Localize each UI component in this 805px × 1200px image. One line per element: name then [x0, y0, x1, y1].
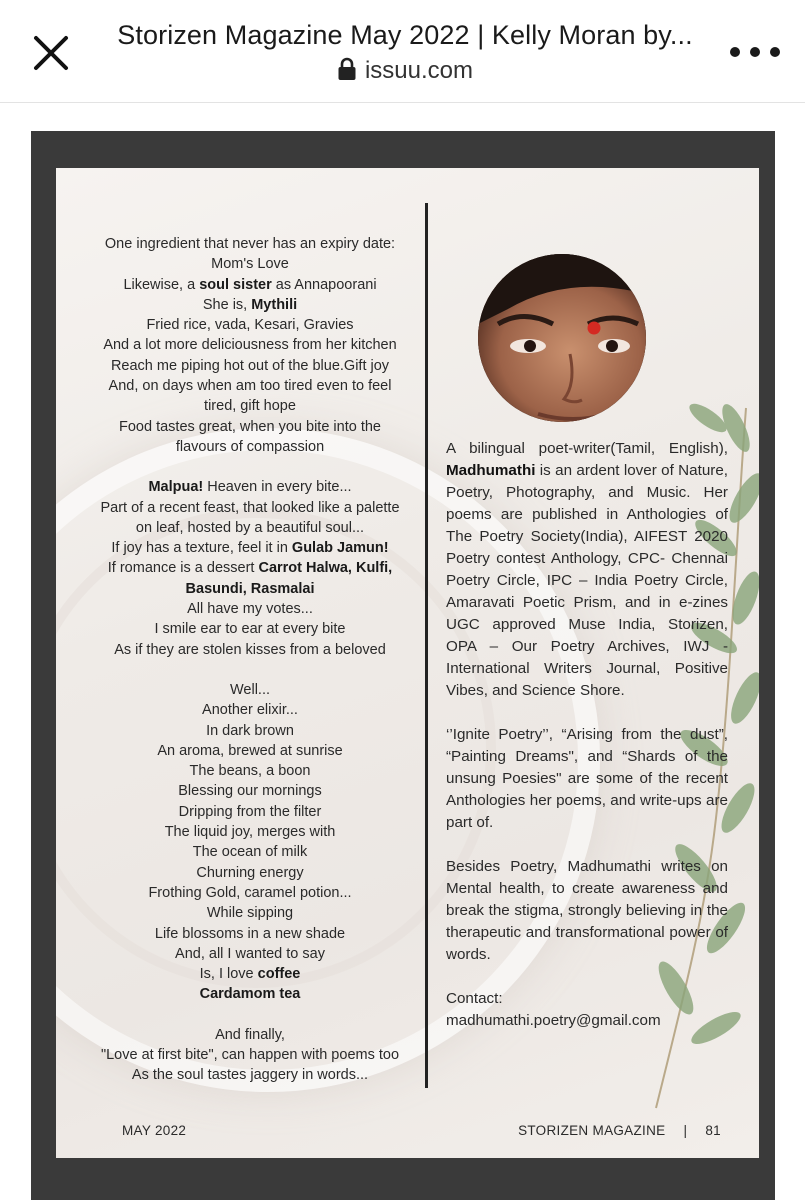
poem-line: If romance is a dessert Carrot Halwa, Kulfi,	[107, 560, 393, 577]
more-horizontal-icon-dot	[730, 47, 740, 57]
contact-label: Contact:	[446, 990, 503, 1007]
url-text: issuu.com	[364, 57, 474, 84]
author-photo	[478, 254, 646, 422]
poem-line: Blessing our mornings	[178, 783, 322, 800]
poem-text	[76, 234, 424, 1086]
lock-icon	[337, 57, 357, 88]
page-title: Storizen Magazine May 2022 | Kelly Moran by...	[117, 20, 693, 50]
poem-line: Mom's Love	[211, 256, 289, 273]
poem-line: One ingredient that never has an expiry date:	[104, 236, 396, 252]
poem-line: As if they are stolen kisses from a beloved	[114, 641, 386, 658]
url-display[interactable]	[100, 57, 710, 88]
poem-line: And, on days when am too tired even to feel	[108, 378, 392, 395]
poem-line: And finally,	[215, 1026, 285, 1043]
poem-line: If joy has a texture, feel it in Gulab Jamun!	[111, 540, 389, 557]
bio-paragraph: Besides Poetry, Madhumathi writes on Mental health, to create awareness and break the stigma, strongly believing in the therapeutic and transformational power of words.	[446, 858, 728, 963]
close-button[interactable]	[28, 30, 74, 76]
footer-magazine	[518, 1123, 721, 1138]
page-number: 81	[705, 1123, 721, 1138]
poem-line: Churning energy	[196, 864, 304, 881]
poem-line: In dark brown	[206, 722, 294, 739]
bio-paragraph: ‘’Ignite Poetry’’, “Arising from the dust”, “Painting Dreams", and “Shards of the unsung Poesies" are some of the recent Anthologies her poems, and write-ups are part of.	[446, 726, 728, 831]
bio-paragraph: A bilingual poet-writer(Tamil, English), Madhumathi is an ardent lover of Nature, Poetry, Photography, and Music. Her poems are published in Anthologies of The Poetry Society(India), AIFEST 2020 Poetry contest Anthology, CPC- Chennai Poetry Circle, IPC – India Poetry Circle, Amaravati Poetic Prism, and in e-zines UGC approved Muse India, Storizen, OPA – Our Poetry Archives, IWJ - International Writers Journal, Positive Vibes, and Science Shore.	[446, 440, 728, 699]
poem-line: Malpua! Heaven in every bite...	[148, 479, 352, 496]
poem-line: The liquid joy, merges with	[164, 824, 336, 841]
poem-line: Is, I love coffee	[199, 966, 301, 983]
contact-email[interactable]: madhumathi.poetry@gmail.com	[446, 1012, 661, 1029]
poem-line: Frothing Gold, caramel potion...	[148, 884, 352, 901]
poem-line: flavours of compassion	[175, 438, 325, 455]
poem-line: And, all I wanted to say	[175, 945, 325, 962]
poem-line: And a lot more deliciousness from her kitchen	[103, 337, 397, 354]
poem-line: "Love at first bite", can happen with poems too	[100, 1046, 400, 1063]
poem-line: As the soul tastes jaggery in words...	[131, 1067, 369, 1084]
footer-separator: |	[683, 1123, 688, 1138]
more-horizontal-icon-dot	[770, 47, 780, 57]
poem-line: Likewise, a soul sister as Annapoorani	[123, 276, 377, 293]
poem-line: Cardamom tea	[199, 986, 301, 1003]
author-bio	[446, 438, 728, 1032]
poem-line: Basundi, Rasmalai	[185, 580, 315, 597]
poem-line: While sipping	[206, 905, 294, 922]
poem-line: Reach me piping hot out of the blue.Gift joy	[110, 357, 390, 374]
browser-top-bar	[0, 0, 805, 103]
poem-line: tired, gift hope	[204, 398, 296, 415]
poem-line: Food tastes great, when you bite into the	[119, 418, 381, 435]
footer-date: MAY 2022	[122, 1123, 187, 1138]
poem-line: Dripping from the filter	[178, 803, 322, 820]
more-options-button[interactable]	[730, 36, 780, 68]
poem-line: Fried rice, vada, Kesari, Gravies	[146, 317, 354, 334]
poem-line: I smile ear to ear at every bite	[154, 621, 346, 638]
poem-line: on leaf, hosted by a beautiful soul...	[135, 519, 365, 536]
poem-line: She is, Mythili	[202, 296, 298, 313]
magazine-name: STORIZEN MAGAZINE	[518, 1123, 666, 1138]
magazine-page[interactable]	[56, 168, 759, 1158]
poem-line: Another elixir...	[202, 702, 298, 719]
close-icon	[28, 30, 74, 76]
poem-line: All have my votes...	[187, 601, 313, 618]
column-divider	[425, 203, 428, 1088]
poem-line: Life blossoms in a new shade	[154, 925, 346, 942]
poem-line: Part of a recent feast, that looked like a palette	[100, 499, 400, 516]
poem-line: Well...	[229, 681, 271, 698]
poem-line: The beans, a boon	[189, 763, 311, 780]
poem-line: An aroma, brewed at sunrise	[157, 742, 343, 759]
poem-line: The ocean of milk	[192, 844, 308, 861]
more-horizontal-icon-dot	[750, 47, 760, 57]
